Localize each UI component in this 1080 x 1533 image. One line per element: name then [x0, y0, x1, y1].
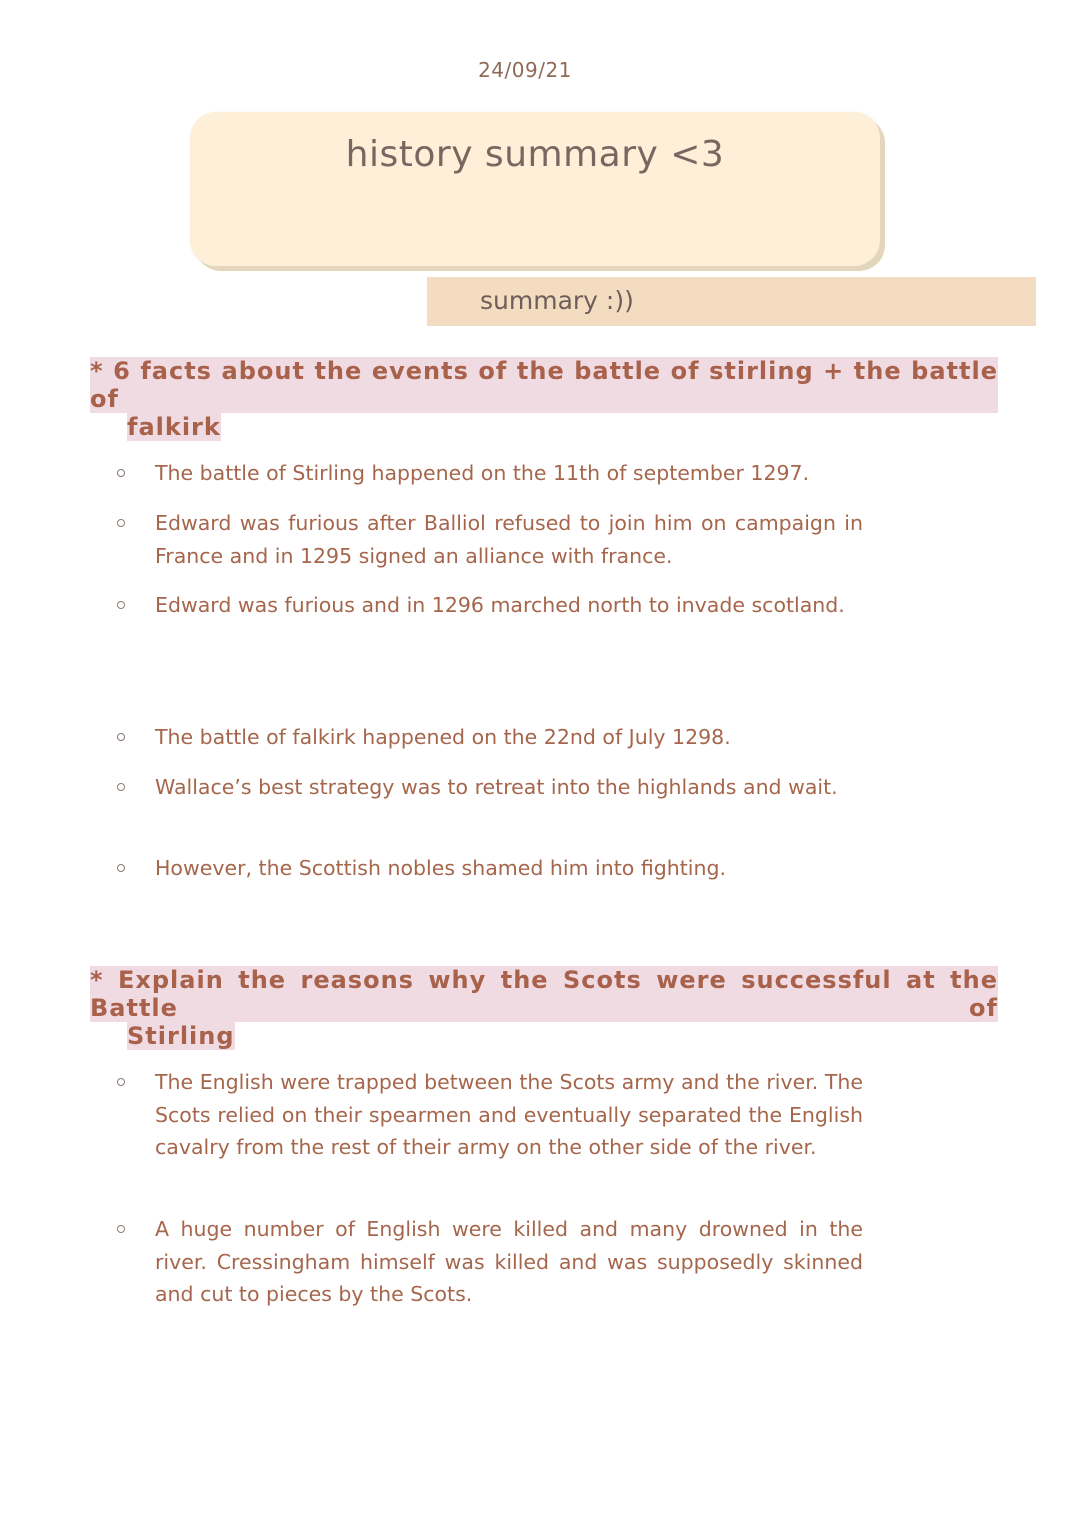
page-title: history summary <3: [345, 134, 725, 175]
section-heading-line: falkirk: [127, 413, 221, 441]
section-heading-facts: [90, 357, 998, 441]
list-item: The English were trapped between the Scots army and the river. The Scots relied on their spearmen and eventually separated the English cavalry from the rest of their army on the other side of the river.: [155, 1066, 863, 1164]
list-item: Wallace’s best strategy was to retreat into the highlands and wait.: [155, 771, 863, 804]
summary-label: summary :)): [480, 286, 634, 315]
bullet-circle-icon: [117, 469, 125, 477]
section-heading-reasons: [90, 966, 998, 1050]
section-heading-line: Stirling: [127, 1022, 235, 1050]
bullet-circle-icon: [117, 1225, 125, 1233]
list-item: However, the Scottish nobles shamed him into fighting.: [155, 852, 863, 885]
list-item: Edward was furious after Balliol refused to join him on campaign in France and in 1295 signed an alliance with france.: [155, 507, 863, 572]
asterisk-icon: *: [90, 357, 104, 385]
section-heading-line: * 6 facts about the events of the battle of stirling + the battle of: [90, 357, 999, 413]
list-item: A huge number of English were killed and many drowned in the river. Cressingham himself was killed and was supposedly skinned and cut to pieces by the Scots.: [155, 1213, 863, 1311]
list-item: Edward was furious and in 1296 marched north to invade scotland.: [155, 589, 863, 622]
date: 24/09/21: [478, 58, 572, 82]
bullet-circle-icon: [117, 1078, 125, 1086]
asterisk-icon: *: [90, 966, 104, 994]
bullet-circle-icon: [117, 519, 125, 527]
bullet-circle-icon: [117, 783, 125, 791]
bullet-circle-icon: [117, 733, 125, 741]
list-item: The battle of falkirk happened on the 22nd of July 1298.: [155, 721, 863, 754]
bullet-circle-icon: [117, 601, 125, 609]
section-heading-line: * Explain the reasons why the Scots were successful at the Battle of: [90, 966, 998, 1022]
list-item: The battle of Stirling happened on the 11th of september 1297.: [155, 457, 863, 490]
bullet-circle-icon: [117, 864, 125, 872]
